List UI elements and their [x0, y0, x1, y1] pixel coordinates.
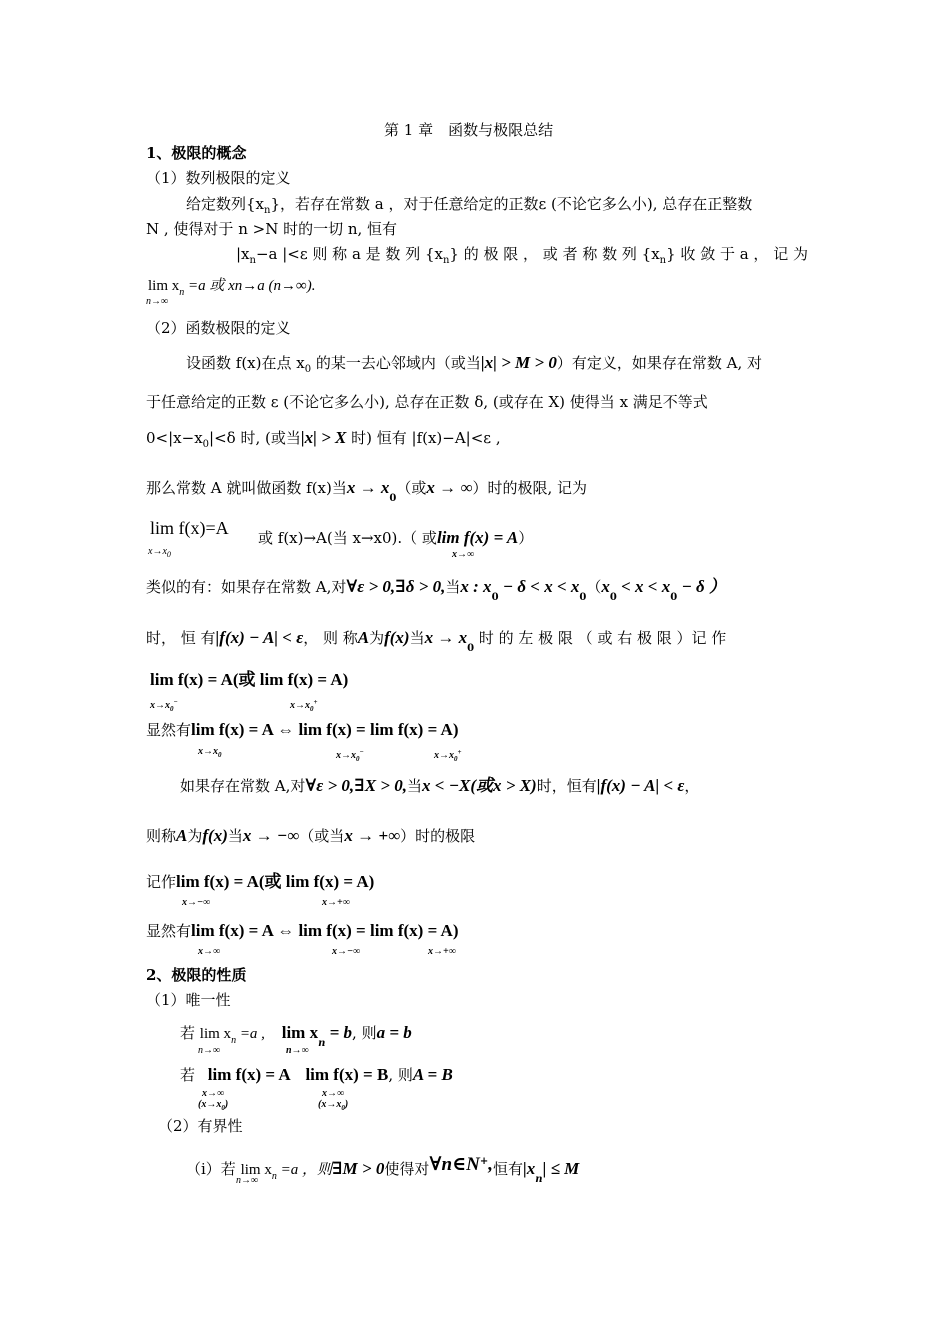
- equiv2-subscript-2: x→−∞: [332, 946, 361, 957]
- one-sided-limit-notation: lim f(x) = A(或 lim f(x) = A): [150, 670, 349, 689]
- sequence-limit-notation: $\lim x_n =a$ 或 xn→a (n→∞).: [148, 278, 316, 298]
- infinity-limit-def-line-2: 则称A为f(x)当x → −∞（或当x → +∞）时的极限: [146, 826, 476, 845]
- chapter-title: 第 1 章 函数与极限总结: [384, 121, 554, 139]
- left-limit-subscript: $x\to x_0^-$: [150, 698, 178, 713]
- uniqueness-function: 若 lim f(x) = A lim f(x) = B, 则A = B: [180, 1065, 453, 1084]
- section-2-heading: 2、极限的性质: [146, 966, 247, 984]
- uniq-subscript-1: n→∞: [198, 1045, 221, 1056]
- infinity-limit-notation: 记作lim f(x) = A(或 lim f(x) = A): [146, 872, 375, 891]
- neg-inf-subscript: x→−∞: [182, 897, 211, 908]
- equiv2-subscript-1: x→∞: [198, 946, 221, 957]
- function-limit-notation: lim f(x)=A: [150, 518, 229, 538]
- equiv-subscript-2: $x\to x_0^-$: [336, 748, 364, 763]
- function-def-line-2: 于任意给定的正数 ε (不论它多么小), 总存在正数 δ, (或存在 X) 使得当 x 满足不等式: [146, 393, 708, 411]
- function-def-line-3: $0<|x-x_0|<\delta$ 时, (或当|x| > X 时) 恒有 |f(x)−A|<ε ,: [146, 428, 501, 450]
- one-sided-def-line-1: 类似的有：如果存在常数 A,对∀ε > 0,∃δ > 0,当x : $x_0 - \delta < x < x_0(x_0 < x < x_0 - \delta$ ）: [146, 577, 726, 603]
- function-def-line-1: 设函数 f(x)在点 $x_0$ 的某一去心邻域内（或当|x| > M > 0）有定义，如果存在常数 A, 对: [186, 353, 762, 375]
- uniq-fn-subscript-2b: $(x\to x_0)$: [318, 1099, 349, 1112]
- limit-equivalence-2: 显然有lim f(x) = A ⇔ lim f(x) = lim f(x) = A): [146, 921, 459, 940]
- boundedness-statement: （i）若 $\lim x_n =a$ ，则∃M > 0使得对∀n∈N+,恒有$|x_n| \le M$: [186, 1154, 580, 1185]
- right-limit-subscript: $x\to x_0^+$: [290, 698, 318, 713]
- equiv-subscript-3: $x\to x_0^+$: [434, 748, 462, 763]
- pos-inf-subscript: x→+∞: [322, 897, 350, 908]
- lim-subscript-x0: $x\to x_0$: [148, 546, 171, 559]
- lim-subscript-inf: x→∞: [452, 549, 475, 560]
- function-limit-alt: 或 f(x)→A(当 x→x0).（ 或lim f(x) = A）: [258, 528, 534, 547]
- subsection-function-limit: （2）函数极限的定义: [146, 319, 291, 337]
- infinity-limit-def-line-1: 如果存在常数 A,对∀ε > 0,∃X > 0,当x < −X(或x > X)时，恒有|f(x) − A| < ε，: [180, 776, 700, 795]
- subsection-boundedness: （2）有界性: [158, 1117, 243, 1135]
- one-sided-def-line-2: 时， 恒 有|f(x) − A| < ε， 则 称A为f(x)当$x \to x_0$ 时 的 左 极 限 （ 或 右 极 限 ）记 作: [146, 628, 727, 654]
- uniq-fn-subscript-1b: $(x\to x_0)$: [198, 1099, 229, 1112]
- sequence-def-line-1: 给定数列$\{x_n\}$，若存在常数 a ，对于任意给定的正数ε (不论它多么小), 总存在正整数: [186, 195, 753, 216]
- uniqueness-sequence: 若 $\lim x_n =a$ , $\lim x_n = b$, 则a = b: [180, 1023, 412, 1049]
- uniq-fn-subscript-2a: x→∞: [322, 1088, 345, 1099]
- bounded-subscript: n→∞: [236, 1175, 259, 1186]
- subsection-uniqueness: （1）唯一性: [146, 991, 231, 1009]
- equiv-subscript-1: $x\to x_0$: [198, 746, 222, 759]
- sequence-def-line-3: $|x_n-a$ |<ε 则 称 a 是 数 列 $\{x_n\}$ 的 极 限 ， 或 者 称 数 列 $\{x_n\}$ 收 敛 于 a ， 记 为: [236, 245, 808, 266]
- limit-equivalence-1: 显然有lim f(x) = A ⇔ lim f(x) = lim f(x) = A): [146, 720, 459, 739]
- uniq-subscript-2: n→∞: [286, 1045, 309, 1056]
- subsection-sequence-limit: （1）数列极限的定义: [146, 169, 291, 187]
- equiv2-subscript-3: x→+∞: [428, 946, 456, 957]
- uniq-fn-subscript-1a: x→∞: [202, 1088, 225, 1099]
- section-1-heading: 1、极限的概念: [146, 144, 247, 162]
- lim-subscript: n→∞: [146, 296, 169, 307]
- sequence-def-line-2: N , 使得对于 n >N 时的一切 n, 恒有: [146, 220, 398, 238]
- function-def-line-4: 那么常数 A 就叫做函数 f(x)当$x \to x_0$（或x → ∞）时的极限, 记为: [146, 478, 588, 504]
